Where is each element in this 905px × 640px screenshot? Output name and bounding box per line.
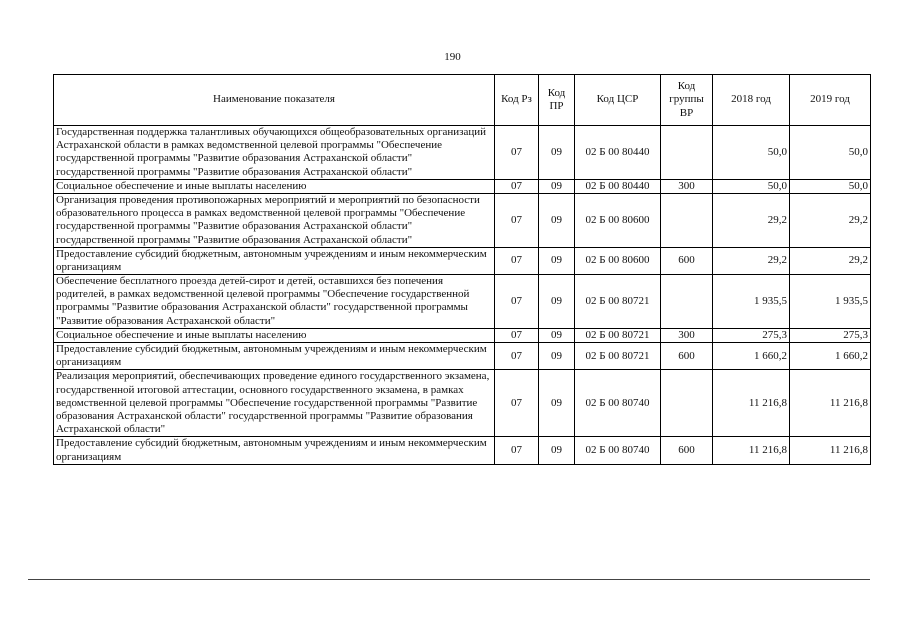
cell-2018: 275,3 <box>713 328 790 342</box>
cell-2019: 275,3 <box>790 328 871 342</box>
cell-name: Предоставление субсидий бюджетным, автономным учреждениям и иным некоммерческим организациям <box>54 343 495 370</box>
cell-csr: 02 Б 00 80600 <box>575 193 661 247</box>
cell-2018: 50,0 <box>713 179 790 193</box>
page-number: 190 <box>444 51 461 63</box>
cell-pr: 09 <box>539 275 575 329</box>
header-rz: Код Рз <box>495 75 539 126</box>
cell-name: Государственная поддержка талантливых обучающихся общеобразовательных организаций Астраханской области в рамках ведомственной целевой программы "Обеспечение государственной программы "Развитие образования Астраханской области" государственной программы "Развитие образования Астраханской области" <box>54 126 495 180</box>
cell-2019: 29,2 <box>790 193 871 247</box>
cell-vr <box>661 126 713 180</box>
header-csr: Код ЦСР <box>575 75 661 126</box>
cell-rz: 07 <box>495 328 539 342</box>
cell-pr: 09 <box>539 193 575 247</box>
cell-2019: 11 216,8 <box>790 370 871 437</box>
cell-csr: 02 Б 00 80440 <box>575 126 661 180</box>
cell-name: Организация проведения противопожарных мероприятий и мероприятий по безопасности образовательного процесса в рамках ведомственной целевой программы "Обеспечение государственной программы "Развитие образования Астраханской области" государственной программы "Развитие образования Астраханской области" <box>54 193 495 247</box>
cell-rz: 07 <box>495 126 539 180</box>
cell-csr: 02 Б 00 80721 <box>575 343 661 370</box>
table-header-row <box>54 75 871 126</box>
table-row <box>54 275 871 329</box>
header-name: Наименование показателя <box>54 75 495 126</box>
cell-vr: 600 <box>661 343 713 370</box>
header-2019: 2019 год <box>790 75 871 126</box>
cell-2019: 1 935,5 <box>790 275 871 329</box>
cell-name: Предоставление субсидий бюджетным, автономным учреждениям и иным некоммерческим организациям <box>54 437 495 464</box>
cell-2018: 1 660,2 <box>713 343 790 370</box>
cell-rz: 07 <box>495 275 539 329</box>
cell-2019: 1 660,2 <box>790 343 871 370</box>
cell-vr <box>661 193 713 247</box>
cell-pr: 09 <box>539 179 575 193</box>
cell-pr: 09 <box>539 247 575 274</box>
cell-vr: 300 <box>661 179 713 193</box>
cell-rz: 07 <box>495 247 539 274</box>
cell-name: Реализация мероприятий, обеспечивающих проведение единого государственного экзамена, государственной итоговой аттестации, основного государственного экзамена, в рамках ведомственной целевой программы "Обеспечение государственной программы "Развитие образования Астраханской области" государственной программы "Развитие образования Астраханской области" <box>54 370 495 437</box>
table-row <box>54 179 871 193</box>
cell-2019: 11 216,8 <box>790 437 871 464</box>
cell-2018: 50,0 <box>713 126 790 180</box>
table-body <box>54 126 871 465</box>
cell-2019: 29,2 <box>790 247 871 274</box>
table-row <box>54 247 871 274</box>
cell-2019: 50,0 <box>790 126 871 180</box>
cell-name: Социальное обеспечение и иные выплаты населению <box>54 179 495 193</box>
cell-csr: 02 Б 00 80740 <box>575 370 661 437</box>
cell-rz: 07 <box>495 343 539 370</box>
cell-rz: 07 <box>495 193 539 247</box>
cell-vr: 600 <box>661 437 713 464</box>
table-row <box>54 437 871 464</box>
table-row <box>54 343 871 370</box>
table-row <box>54 126 871 180</box>
cell-csr: 02 Б 00 80740 <box>575 437 661 464</box>
header-pr: Код ПР <box>539 75 575 126</box>
cell-csr: 02 Б 00 80721 <box>575 275 661 329</box>
cell-vr <box>661 370 713 437</box>
table-row <box>54 193 871 247</box>
cell-rz: 07 <box>495 437 539 464</box>
cell-2018: 11 216,8 <box>713 437 790 464</box>
cell-name: Социальное обеспечение и иные выплаты населению <box>54 328 495 342</box>
cell-pr: 09 <box>539 370 575 437</box>
cell-2018: 29,2 <box>713 193 790 247</box>
cell-csr: 02 Б 00 80600 <box>575 247 661 274</box>
cell-2018: 1 935,5 <box>713 275 790 329</box>
budget-table <box>53 74 871 465</box>
cell-name: Обеспечение бесплатного проезда детей-сирот и детей, оставшихся без попечения родителей, в рамках ведомственной целевой программы "Обеспечение государственной программы "Развитие образования Астраханской области" государственной программы "Развитие образования Астраханской области" <box>54 275 495 329</box>
cell-name: Предоставление субсидий бюджетным, автономным учреждениям и иным некоммерческим организациям <box>54 247 495 274</box>
cell-rz: 07 <box>495 179 539 193</box>
cell-rz: 07 <box>495 370 539 437</box>
table-row <box>54 370 871 437</box>
cell-csr: 02 Б 00 80721 <box>575 328 661 342</box>
cell-pr: 09 <box>539 343 575 370</box>
cell-2018: 11 216,8 <box>713 370 790 437</box>
cell-vr: 600 <box>661 247 713 274</box>
header-vr: Код группы ВР <box>661 75 713 126</box>
cell-vr <box>661 275 713 329</box>
cell-pr: 09 <box>539 328 575 342</box>
cell-pr: 09 <box>539 126 575 180</box>
cell-csr: 02 Б 00 80440 <box>575 179 661 193</box>
header-2018: 2018 год <box>713 75 790 126</box>
cell-pr: 09 <box>539 437 575 464</box>
cell-2019: 50,0 <box>790 179 871 193</box>
table-row <box>54 328 871 342</box>
bottom-rule <box>28 579 870 580</box>
cell-2018: 29,2 <box>713 247 790 274</box>
cell-vr: 300 <box>661 328 713 342</box>
